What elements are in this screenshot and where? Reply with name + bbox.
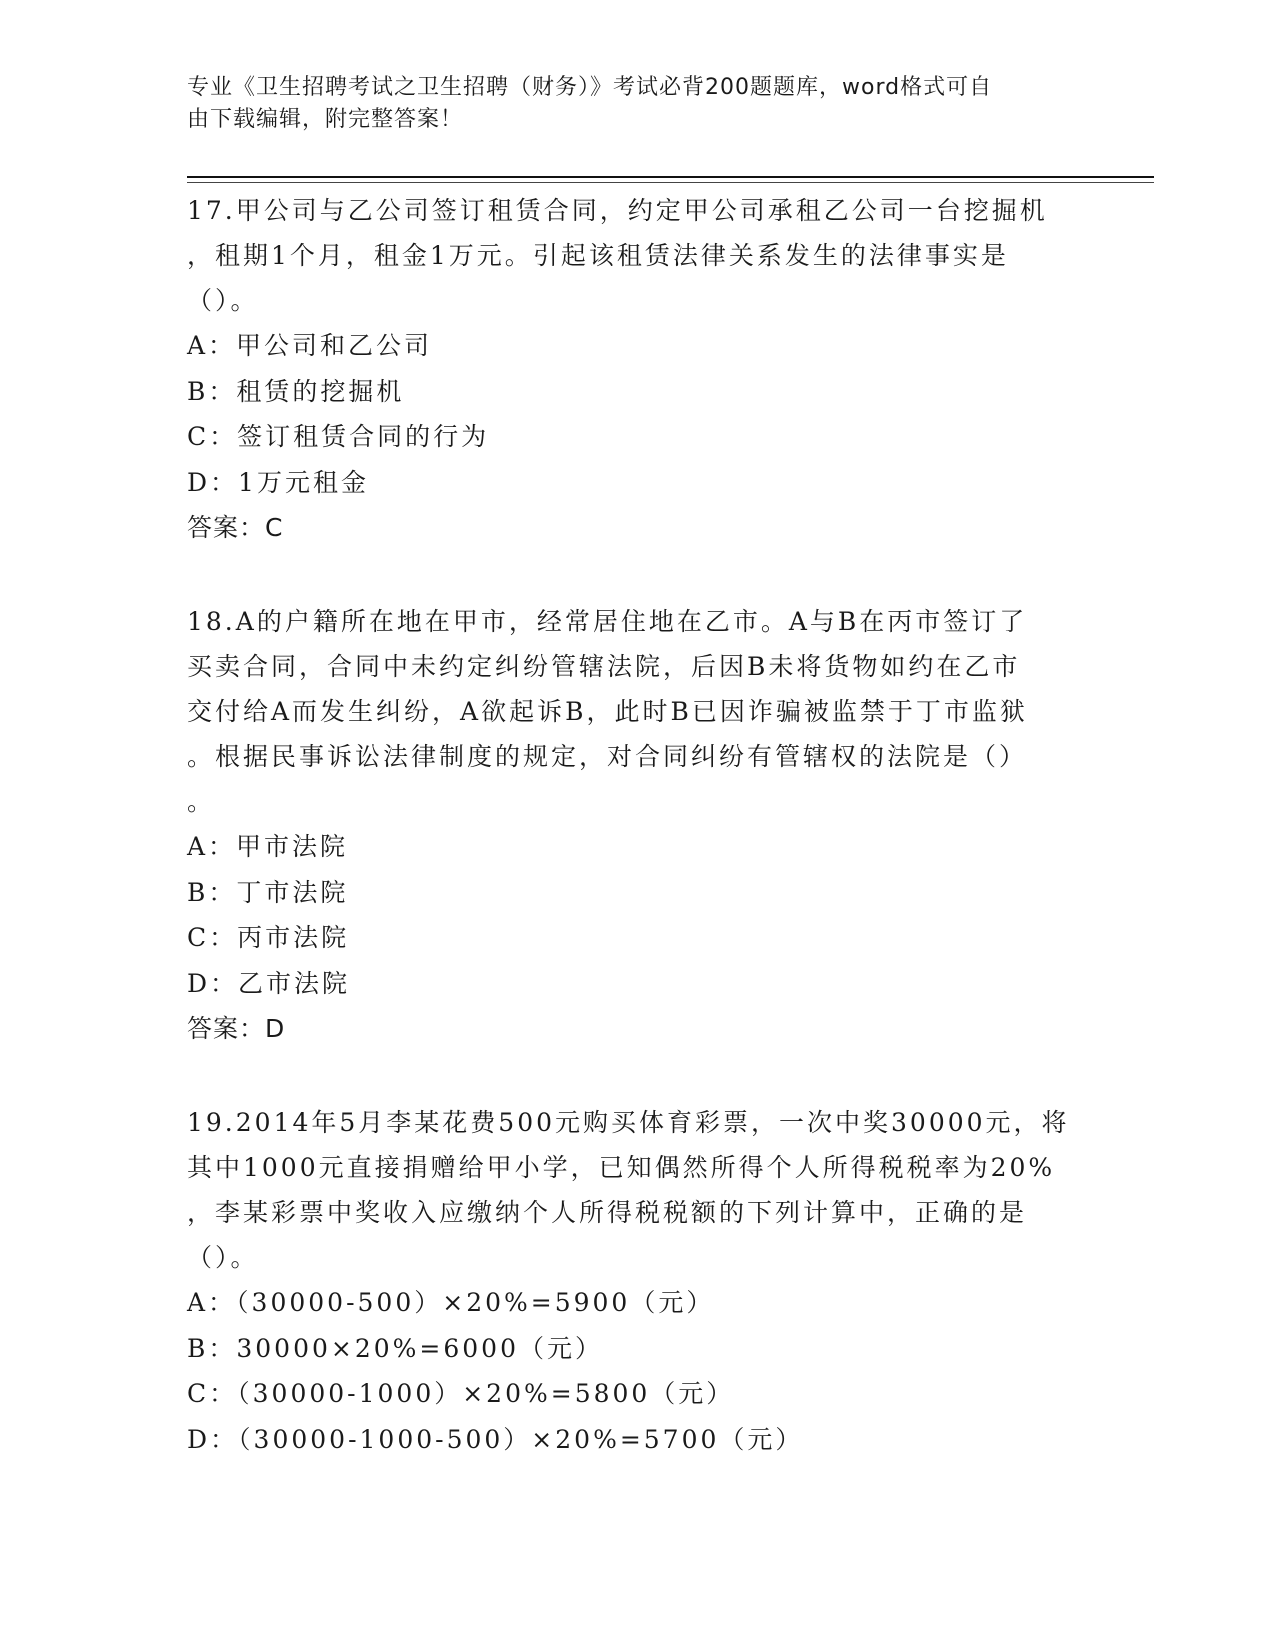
document-header [187, 72, 1067, 136]
header-line-1: 专业《卫生招聘考试之卫生招聘（财务）》考试必背200题题库，word格式可自 [187, 75, 993, 100]
header-divider-thin [187, 182, 1154, 183]
answer-key: 答案：C [187, 513, 284, 542]
question-text-line: （）。 [187, 286, 259, 315]
option-b: B：丁市法院 [187, 877, 349, 907]
option-a: A：甲市法院 [187, 832, 349, 861]
option-b: B：30000×20%=6000（元） [187, 1333, 603, 1363]
question-text-line: ，租期1个月，租金1万元。引起该租赁法律关系发生的法律事实是 [187, 241, 1009, 270]
option-c: C：（30000-1000）×20%=5800（元） [187, 1379, 735, 1408]
question-text-line: （）。 [187, 1243, 259, 1272]
question-text-line: 交付给A而发生纠纷，A欲起诉B，此时B已因诈骗被监禁于丁市监狱 [187, 697, 1028, 726]
header-line-2: 由下载编辑，附完整答案！ [187, 107, 464, 132]
question-18 [187, 599, 1087, 1052]
header-divider-thick [187, 176, 1154, 178]
question-text-line: ，李某彩票中奖收入应缴纳个人所得税税额的下列计算中，正确的是 [187, 1198, 1028, 1227]
question-text-line: 。 [187, 787, 216, 816]
option-a: A：（30000-500）×20%=5900（元） [187, 1288, 715, 1317]
question-text-line: 其中1000元直接捐赠给甲小学，已知偶然所得个人所得税税率为20% [187, 1153, 1056, 1182]
option-a: A：甲公司和乙公司 [187, 331, 433, 360]
question-text-line: 买卖合同，合同中未约定纠纷管辖法院，后因B未将货物如约在乙市 [187, 652, 1021, 681]
option-b: B：租赁的挖掘机 [187, 376, 405, 406]
option-c: C：丙市法院 [187, 923, 350, 952]
question-19 [187, 1100, 1087, 1462]
question-text-line: 19.2014年5月李某花费500元购买体育彩票，一次中奖30000元，将 [187, 1108, 1070, 1137]
question-17 [187, 188, 1087, 551]
question-text-line: 18.A的户籍所在地在甲市，经常居住地在乙市。A与B在丙市签订了 [187, 607, 1028, 636]
option-d: D：乙市法院 [187, 968, 351, 998]
option-d: D：（30000-1000-500）×20%=5700（元） [187, 1424, 804, 1454]
question-text-line: 17.甲公司与乙公司签订租赁合同，约定甲公司承租乙公司一台挖掘机 [187, 196, 1048, 225]
answer-key: 答案：D [187, 1014, 286, 1043]
option-c: C：签订租赁合同的行为 [187, 422, 490, 451]
option-d: D：1万元租金 [187, 467, 369, 497]
question-text-line: 。根据民事诉讼法律制度的规定，对合同纠纷有管辖权的法院是（） [187, 742, 1028, 771]
